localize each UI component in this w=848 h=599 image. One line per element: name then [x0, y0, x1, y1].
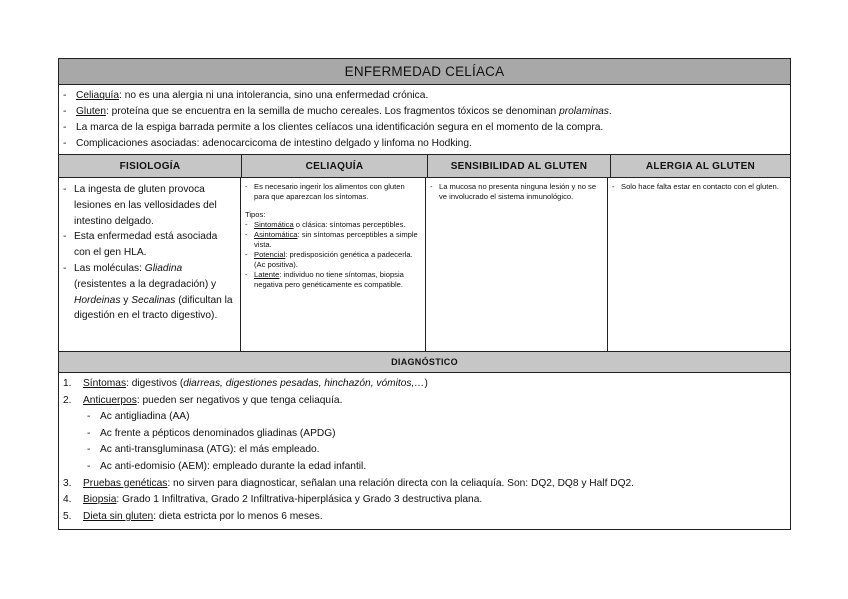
list-item: - Ac anti-edomisio (AEM): empleado durante la edad infantil.: [87, 460, 367, 472]
diagnostico-list: [59, 373, 790, 529]
list-item: - Ac frente a pépticos denominados gliadinas (APDG): [87, 427, 336, 439]
header-alergia: ALERGIA AL GLUTEN: [645, 160, 756, 172]
celiac-table: [58, 58, 791, 530]
list-item: - Ac antigliadina (AA): [87, 411, 190, 423]
list-item: - Celiaquía: no es una alergia ni una intolerancia, sino una enfermedad crónica.: [63, 90, 429, 101]
header-celiaquia: CELIAQUÍA: [242, 155, 428, 177]
column-headers: [59, 155, 790, 178]
list-item: - Gluten: proteína que se encuentra en la semilla de mucho cereales. Los fragmentos tóxicos se denominan prolaminas.: [63, 106, 612, 117]
header-sensibilidad: SENSIBILIDAD AL GLUTEN: [428, 155, 611, 177]
list-item: 5. Dieta sin gluten: dieta estricta por lo menos 6 meses.: [63, 510, 323, 522]
celiaquia-cell: - Es necesario ingerir los alimentos con gluten para que aparezcan los síntomas. Tipos: - Sintomática o clásica: síntomas perceptibles. - Asintomática: sin síntomas perceptibles a simple vista. - Potencial: predisposición genética a padecerla. (Ac positiva). - Latente: individuo no tiene síntomas, biopsia negativa pero genéticamente es compatible.: [241, 178, 426, 351]
header-fisiologia: FISIOLOGÍA: [59, 155, 242, 177]
table-row: [59, 178, 790, 352]
list-item: 4. Biopsia: Grado 1 Infiltrativa, Grado 2 Infiltrativa-hiperplásica y Grado 3 destructiva plana.: [63, 494, 483, 506]
list-item: 3. Pruebas genéticas: no sirven para diagnosticar, señalan una relación directa con la celiaquía. Son: DQ2, DQ8 y Half DQ2.: [63, 477, 635, 489]
alergia-cell: - Solo hace falta estar en contacto con el gluten.: [612, 182, 779, 191]
intro-list: [59, 85, 790, 155]
page-title: ENFERMEDAD CELÍACA: [59, 59, 790, 85]
list-item: - La marca de la espiga barrada permite a los clientes celíacos una identificación segura en el momento de la compra.: [63, 122, 604, 133]
fisiologia-cell: - La ingesta de gluten provoca lesiones en las vellosidades del intestino delgado. - Esta enfermedad está asociada con el gen HLA. - Las moléculas: Gliadina (resistentes a la degradación) y Hordeinas y Secalinas (dificultan la digestión en el tracto digestivo).: [59, 178, 241, 351]
list-item: - Complicaciones asociadas: adenocarcicoma de intestino delgado y linfoma no Hodking.: [63, 138, 472, 149]
list-item: 1. Síntomas: digestivos (diarreas, digestiones pesadas, hinchazón, vómitos,…): [63, 378, 428, 389]
list-item: - Ac anti-transgluminasa (ATG): el más empleado.: [87, 444, 320, 456]
diagnostico-header: DIAGNÓSTICO: [59, 352, 790, 373]
list-item: 2. Anticuerpos: pueden ser negativos y que tenga celiaquía.: [63, 394, 343, 406]
sensibilidad-cell: - La mucosa no presenta ninguna lesión y no se ve involucrado el sistema inmunológico.: [426, 178, 608, 351]
